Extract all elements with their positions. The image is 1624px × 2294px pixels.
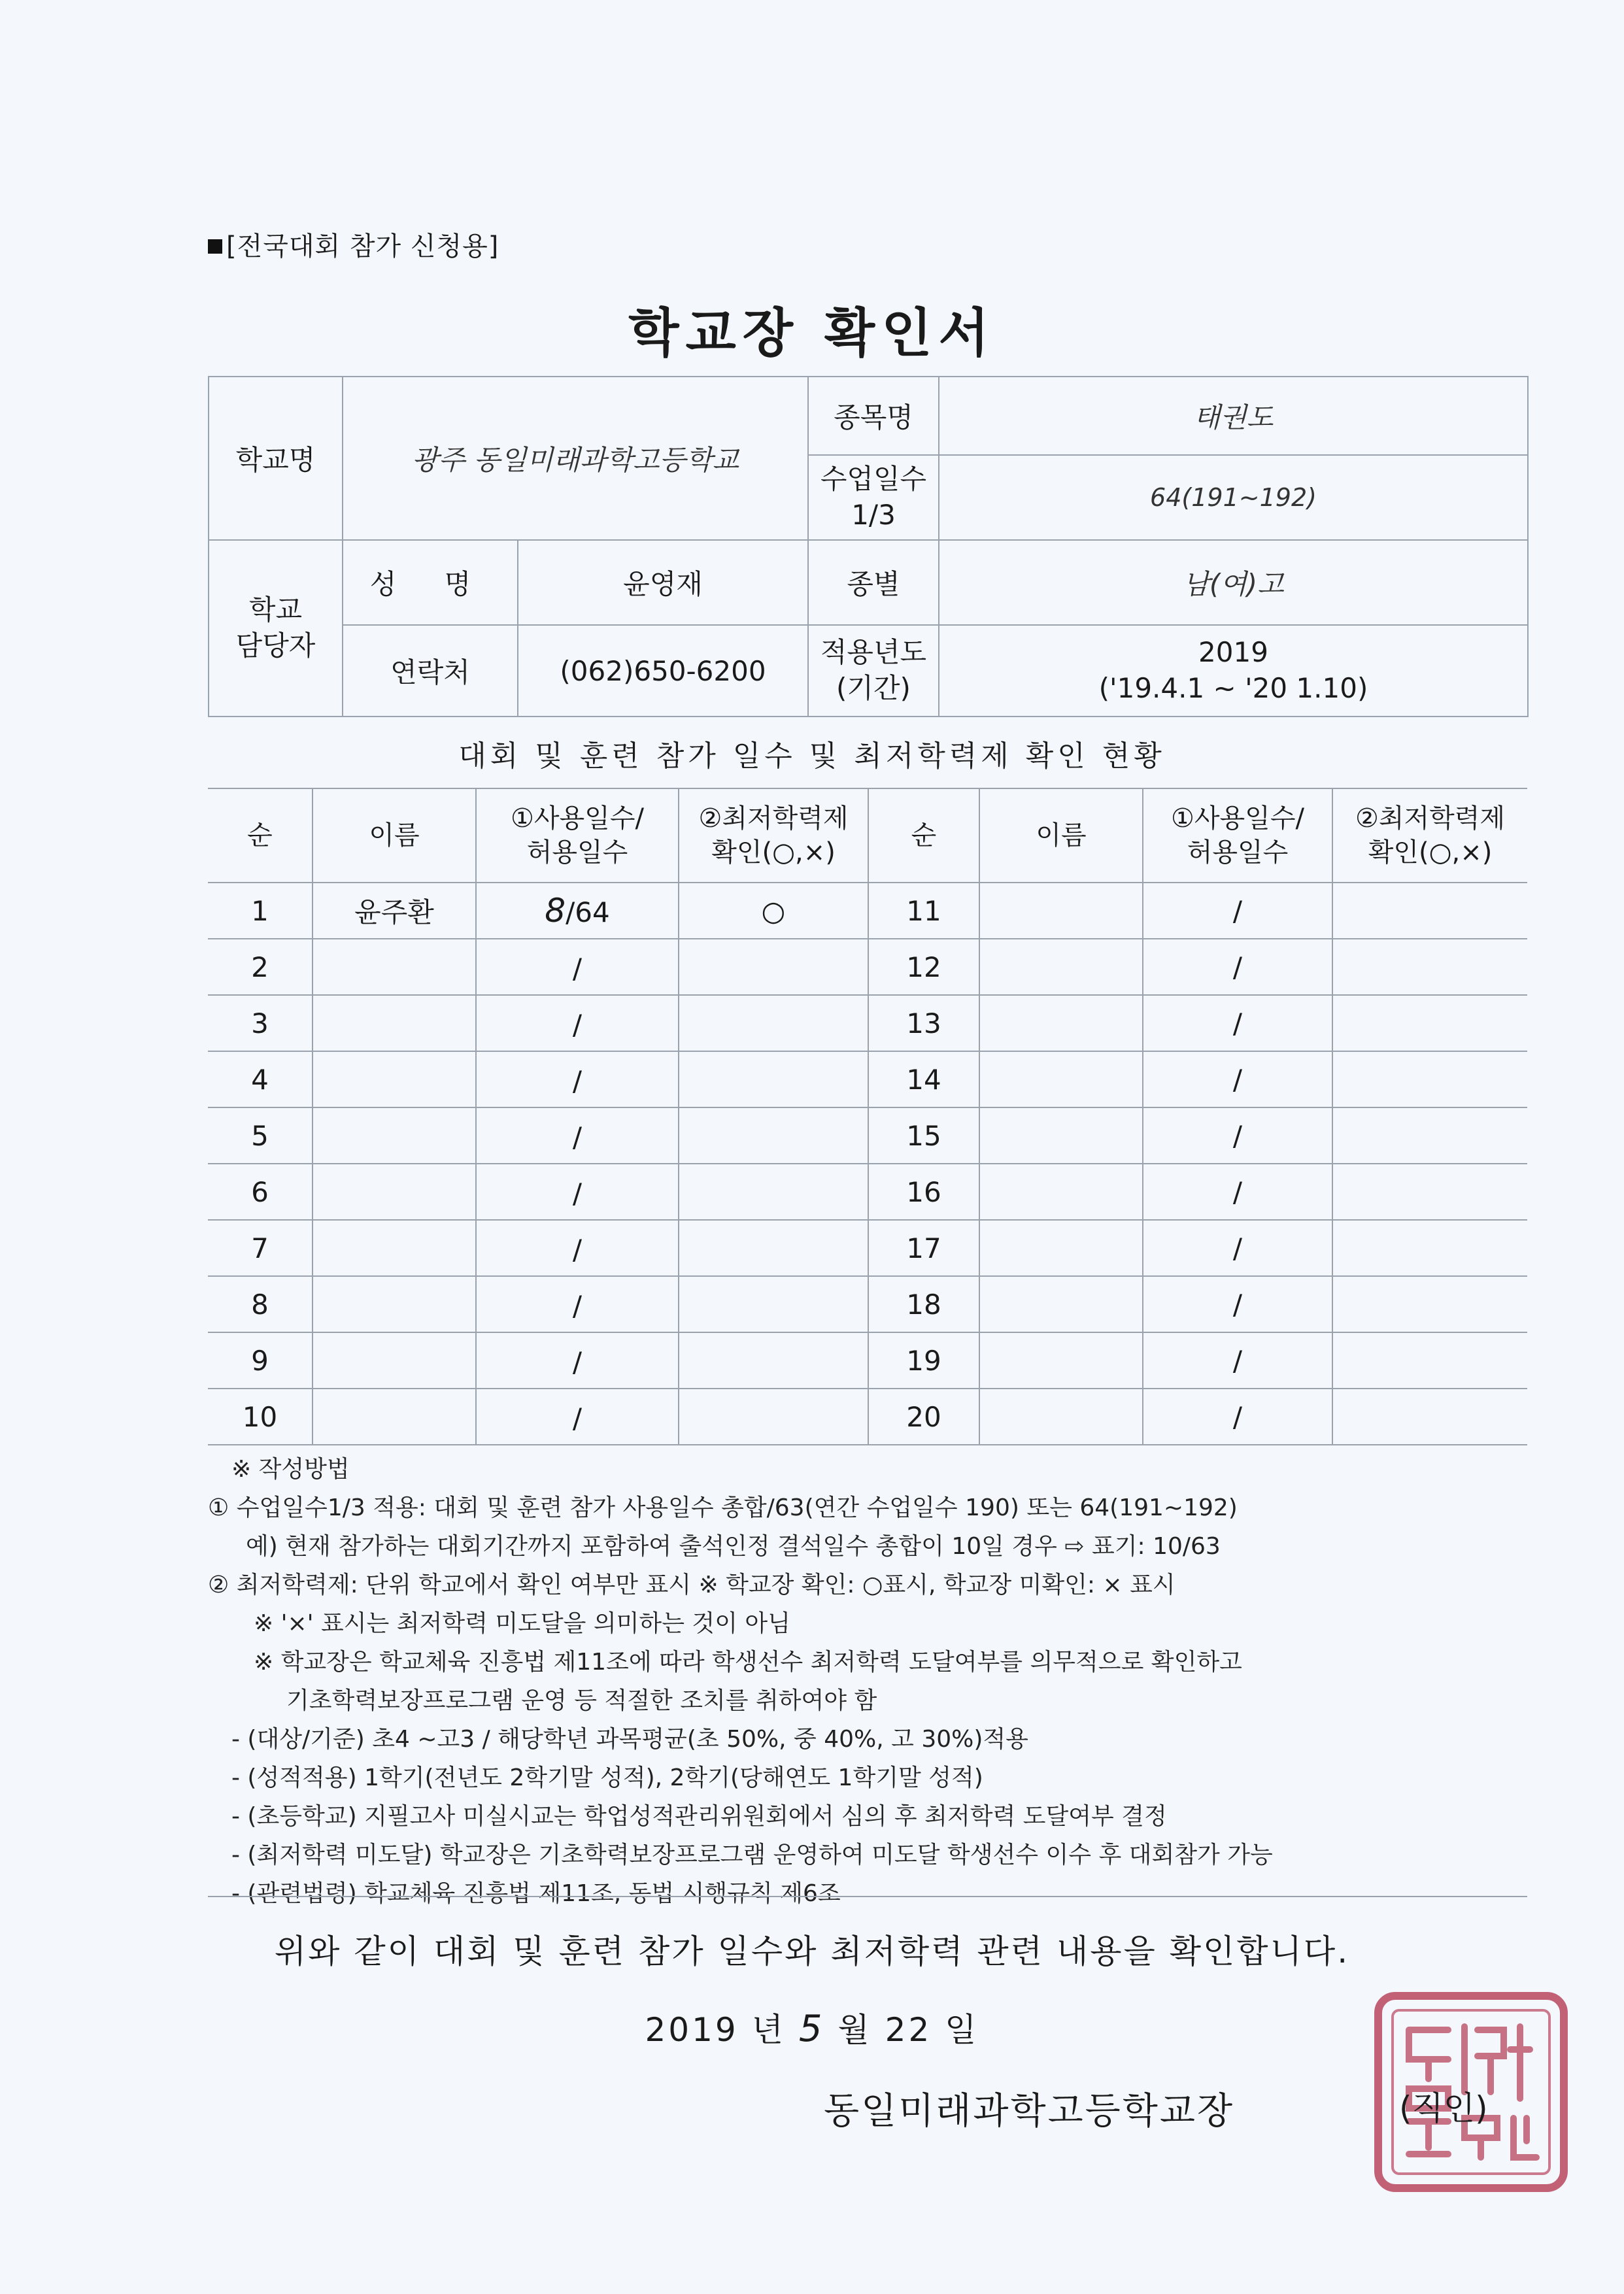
row-check: [1332, 1220, 1527, 1276]
principal-signature-line: 동일미래과학고등학교장: [824, 2090, 1235, 2133]
row-days: /: [1143, 995, 1332, 1051]
row-check: [679, 1164, 868, 1220]
instructions-title: ※ 작성방법: [231, 1456, 350, 1483]
row-name: [979, 1051, 1143, 1107]
row-days: /: [1143, 883, 1332, 939]
instruction-line: - (최저학력 미도달) 학교장은 기초학력보장프로그램 운영하여 미도달 학생선수 이수 후 대회참가 가능: [231, 1842, 1273, 1868]
row-days: [476, 1276, 679, 1332]
row-days: [476, 1220, 679, 1276]
row-no: 11: [868, 883, 979, 939]
instruction-line: ※ '×' 표시는 최저학력 미도달을 의미하는 것이 아님: [254, 1610, 790, 1637]
row-name: 윤주환: [313, 883, 476, 939]
row-no: 8: [208, 1276, 313, 1332]
row-check: [679, 995, 868, 1051]
header-no: 순: [208, 788, 313, 883]
row-check: [679, 1107, 868, 1164]
row-check: [1332, 1051, 1527, 1107]
header-days: ①사용일수/ 허용일수: [476, 788, 679, 883]
instruction-line: ① 수업일수1/3 적용: 대회 및 훈련 참가 사용일수 총합/63(연간 수업일수 190) 또는 64(191~192): [208, 1494, 1238, 1521]
sport-value: 태권도: [939, 377, 1528, 455]
days-sep: /: [572, 1177, 583, 1209]
school-label: 학교명: [209, 377, 343, 540]
row-no: 3: [208, 995, 313, 1051]
confirmation-statement: 위와 같이 대회 및 훈련 참가 일수와 최저학력 관련 내용을 확인합니다.: [274, 1932, 1350, 1970]
row-days: [476, 1389, 679, 1445]
writing-instructions: [208, 1450, 1527, 1913]
row-name: [313, 1107, 476, 1164]
row-no: 5: [208, 1107, 313, 1164]
days-allowed: 64: [575, 896, 610, 928]
row-check: [679, 1051, 868, 1107]
row-days: [476, 995, 679, 1051]
row-days: [476, 1051, 679, 1107]
row-name: [979, 1389, 1143, 1445]
row-days: /: [1143, 1389, 1332, 1445]
table-row: [208, 883, 1527, 939]
row-name: [313, 939, 476, 995]
row-check: [679, 1389, 868, 1445]
row-check: [679, 1332, 868, 1389]
row-no: 18: [868, 1276, 979, 1332]
row-days: /: [1143, 1220, 1332, 1276]
class-days-value: 64(191~192): [939, 455, 1528, 540]
row-name: [313, 1332, 476, 1389]
row-name: [313, 1389, 476, 1445]
days-sep: /: [566, 896, 575, 928]
row-days: /: [1143, 939, 1332, 995]
row-check: [1332, 1164, 1527, 1220]
row-no: 16: [868, 1164, 979, 1220]
row-days: /: [1143, 1276, 1332, 1332]
table-row: [208, 1220, 1527, 1276]
row-name: [979, 1164, 1143, 1220]
days-sep: /: [572, 1346, 583, 1378]
days-used: 8: [545, 892, 566, 930]
school-info-table: [208, 376, 1529, 717]
school-name: 광주 동일미래과학고등학교: [343, 377, 808, 540]
table-row: [208, 1107, 1527, 1164]
date-month: 5: [798, 2008, 825, 2050]
row-name: [313, 1051, 476, 1107]
header-check: ②최저학력제 확인(○,×): [1332, 788, 1527, 883]
row-name: [313, 1220, 476, 1276]
days-sep: /: [572, 953, 583, 985]
row-check: [1332, 1332, 1527, 1389]
form-type-label: [전국대회 참가 신청용]: [208, 226, 499, 263]
seal-label: (직인): [1399, 2089, 1488, 2127]
days-sep: /: [572, 1065, 583, 1097]
row-no: 6: [208, 1164, 313, 1220]
header-name: 이름: [313, 788, 476, 883]
header-no: 순: [868, 788, 979, 883]
year-label: 적용년도 (기간): [808, 625, 939, 717]
row-no: 10: [208, 1389, 313, 1445]
row-check: [679, 1220, 868, 1276]
row-no: 12: [868, 939, 979, 995]
row-days: /: [1143, 1051, 1332, 1107]
row-check: [1332, 1276, 1527, 1332]
year-value: 2019 ('19.4.1 ~ '20 1.10): [939, 625, 1528, 717]
row-check: [1332, 1107, 1527, 1164]
participation-table: [208, 788, 1527, 1445]
row-name: [979, 1107, 1143, 1164]
row-no: 20: [868, 1389, 979, 1445]
row-name: [979, 883, 1143, 939]
row-check: [1332, 1389, 1527, 1445]
row-days: [476, 939, 679, 995]
row-check: [1332, 939, 1527, 995]
name-value: 윤영재: [518, 540, 808, 625]
instruction-line: - (초등학교) 지필고사 미실시교는 학업성적관리위원회에서 심의 후 최저학력 도달여부 결정: [231, 1803, 1167, 1830]
category-label: 종별: [808, 540, 939, 625]
date-day: 22: [885, 2011, 932, 2049]
table-row: [208, 1332, 1527, 1389]
table-row: [208, 1276, 1527, 1332]
table-row: [208, 939, 1527, 995]
row-days: [476, 1164, 679, 1220]
days-sep: /: [572, 1402, 583, 1434]
instruction-line: ※ 학교장은 학교체육 진흥법 제11조에 따라 학생선수 최저학력 도달여부를 의무적으로 확인하고: [254, 1649, 1242, 1676]
header-days: ①사용일수/ 허용일수: [1143, 788, 1332, 883]
category-value: 남(여)고: [939, 540, 1528, 625]
days-sep: /: [572, 1234, 583, 1266]
row-no: 7: [208, 1220, 313, 1276]
days-sep: /: [572, 1121, 583, 1153]
instruction-line: 기초학력보장프로그램 운영 등 적절한 조치를 취하여야 함: [286, 1687, 877, 1714]
header-name: 이름: [979, 788, 1143, 883]
row-no: 4: [208, 1051, 313, 1107]
issue-date: 2019 년 5 월 22 일: [645, 2008, 979, 2050]
row-name: [979, 995, 1143, 1051]
row-name: [979, 939, 1143, 995]
name-label: 성 명: [343, 540, 518, 625]
instruction-line: - (성적적용) 1학기(전년도 2학기말 성적), 2학기(당해연도 1학기말 성적): [231, 1764, 983, 1791]
row-check: [679, 1276, 868, 1332]
row-days: /: [1143, 1164, 1332, 1220]
row-no: 14: [868, 1051, 979, 1107]
header-check: ②최저학력제 확인(○,×): [679, 788, 868, 883]
divider: [208, 1896, 1527, 1897]
row-check: ○: [679, 883, 868, 939]
row-days: [476, 883, 679, 939]
row-days: [476, 1332, 679, 1389]
instruction-line: ② 최저학력제: 단위 학교에서 확인 여부만 표시 ※ 학교장 확인: ○표시, 학교장 미확인: × 표시: [208, 1572, 1176, 1598]
row-no: 13: [868, 995, 979, 1051]
row-check: [1332, 883, 1527, 939]
row-name: [313, 1276, 476, 1332]
days-sep: /: [572, 1290, 583, 1322]
row-name: [313, 995, 476, 1051]
table-row: [208, 995, 1527, 1051]
table-row: [208, 1051, 1527, 1107]
document-title: 학교장 확인서: [628, 303, 996, 363]
class-days-label: 수업일수 1/3: [808, 455, 939, 540]
row-no: 19: [868, 1332, 979, 1389]
row-name: [979, 1276, 1143, 1332]
row-no: 1: [208, 883, 313, 939]
square-bullet-icon: [208, 239, 222, 254]
contact-label: 연락처: [343, 625, 518, 717]
row-name: [979, 1332, 1143, 1389]
row-check: [1332, 995, 1527, 1051]
instruction-line: - (관련법령) 학교체육 진흥법 제11조, 동법 시행규칙 제6조: [231, 1880, 841, 1907]
instruction-line: - (대상/기준) 초4 ~고3 / 해당학년 과목평균(초 50%, 중 40%, 고 30%)적용: [231, 1726, 1028, 1753]
manager-label: 학교 담당자: [209, 540, 343, 717]
row-name: [979, 1220, 1143, 1276]
row-no: 9: [208, 1332, 313, 1389]
table-row: [208, 1164, 1527, 1220]
row-days: /: [1143, 1107, 1332, 1164]
sport-label: 종목명: [808, 377, 939, 455]
row-days: /: [1143, 1332, 1332, 1389]
row-no: 15: [868, 1107, 979, 1164]
date-year: 2019: [645, 2011, 739, 2049]
days-sep: /: [572, 1009, 583, 1041]
table-row: [208, 1389, 1527, 1445]
row-no: 2: [208, 939, 313, 995]
section-title: 대회 및 훈련 참가 일수 및 최저학력제 확인 현황: [458, 739, 1166, 773]
row-name: [313, 1164, 476, 1220]
row-no: 17: [868, 1220, 979, 1276]
row-check: [679, 939, 868, 995]
instruction-line: 예) 현재 참가하는 대회기간까지 포함하여 출석인정 결석일수 총합이 10일 경우 ⇨ 표기: 10/63: [246, 1533, 1221, 1560]
row-days: [476, 1107, 679, 1164]
contact-value: (062)650-6200: [518, 625, 808, 717]
